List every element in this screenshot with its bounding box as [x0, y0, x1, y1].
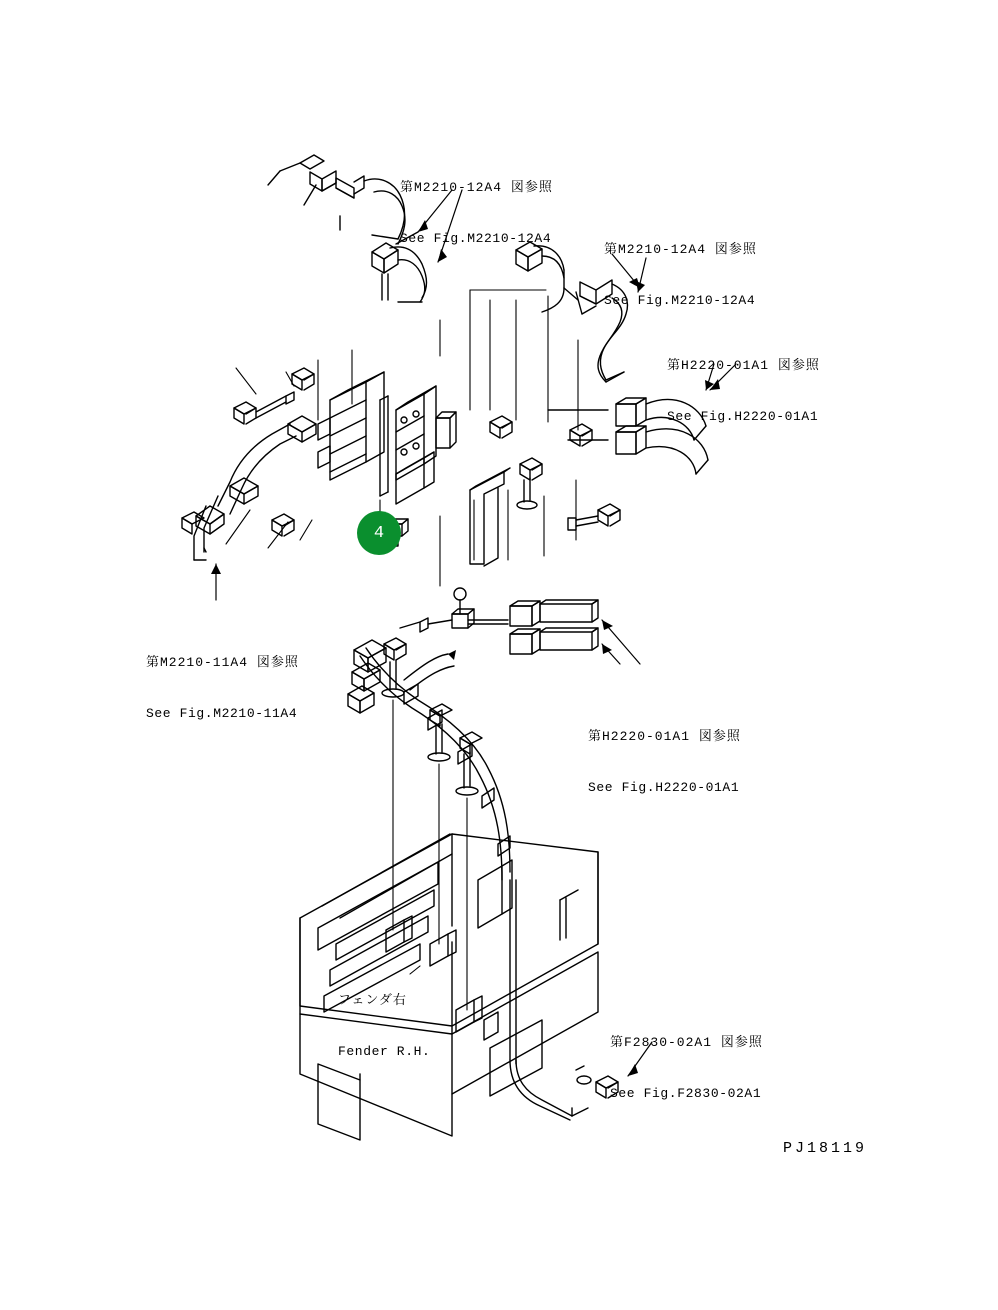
reference-label-en: See Fig.M2210-12A4	[400, 231, 552, 246]
reference-label-jp: 第M2210-12A4 図参照	[604, 242, 757, 257]
annotation-arrows-lower-right	[602, 620, 640, 664]
reference-label-jp: 第M2210-11A4 図参照	[146, 655, 299, 670]
reference-label-jp: 第H2220-01A1 図参照	[588, 729, 741, 744]
reference-label-f2830-02a1	[610, 1000, 763, 1136]
reference-label-en: See Fig.H2220-01A1	[667, 409, 819, 424]
tee-fitting-lower	[400, 588, 508, 632]
part-label-en: Fender R.H.	[338, 1044, 431, 1059]
bracket-middle	[470, 468, 510, 566]
part-label-jp: フェンダ右	[338, 993, 407, 1008]
drawing-number: PJ18119	[783, 1140, 868, 1157]
reference-label-en: See Fig.M2210-12A4	[604, 293, 756, 308]
reference-label-h2220-01a1-lower	[588, 694, 741, 830]
reference-label-m2210-12a4-top	[400, 145, 553, 281]
hose-assembly-lower-right	[510, 600, 598, 654]
reference-label-en: See Fig.H2220-01A1	[588, 780, 740, 795]
tube-assembly-left	[194, 416, 316, 560]
part-label-fender-rh	[338, 958, 430, 1094]
hose-assembly-top-left	[268, 155, 405, 244]
reference-label-jp: 第H2220-01A1 図参照	[667, 358, 820, 373]
reference-label-h2220-01a1-right	[667, 323, 820, 459]
callout-number: 4	[373, 523, 385, 543]
annotation-arrow-left-lower	[211, 564, 221, 600]
leader-lines-center	[226, 290, 578, 586]
callout-marker-4[interactable]	[357, 511, 401, 555]
reference-label-en: See Fig.F2830-02A1	[610, 1086, 762, 1101]
reference-label-en: See Fig.M2210-11A4	[146, 706, 298, 721]
reference-label-jp: 第M2210-12A4 図参照	[400, 180, 553, 195]
reference-label-m2210-11a4-left	[146, 620, 299, 756]
hose-upper-fender	[404, 650, 456, 690]
reference-label-jp: 第F2830-02A1 図参照	[610, 1035, 763, 1050]
